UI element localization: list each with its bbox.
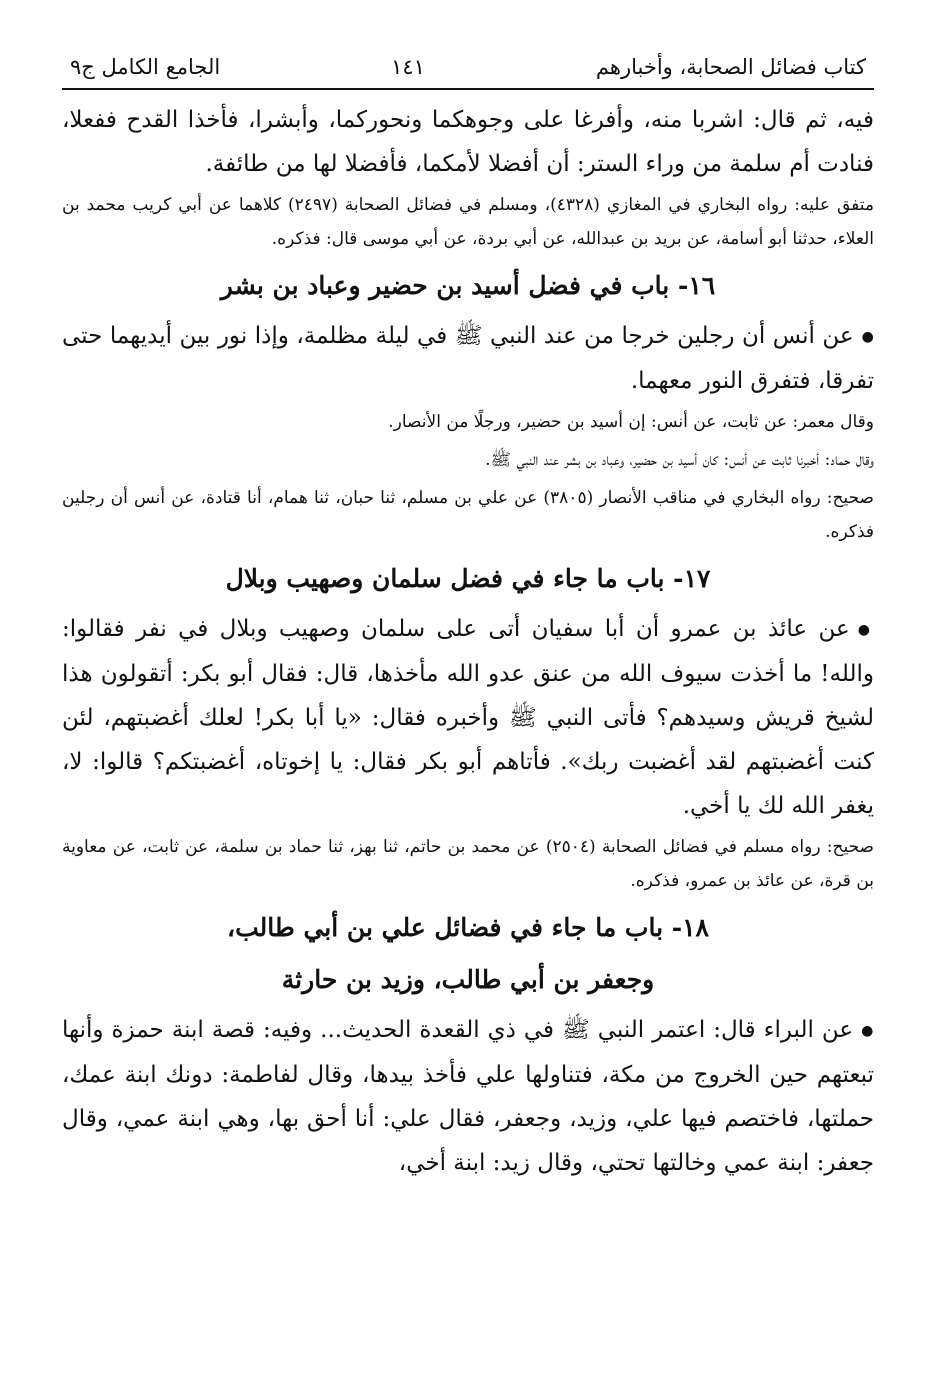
book-section-title: كتاب فضائل الصحابة، وأخبارهم [595,55,866,79]
volume-title: الجامع الكامل ج٩ [70,55,221,79]
page-number: ١٤١ [391,55,425,79]
page-body [62,98,874,1185]
hadith-source-note: صحيح: رواه البخاري في مناقب الأنصار (٣٨٠٥) عن علي بن مسلم، ثنا حبان، ثنا همام، أنا قتادة، عن أنس أن رجلين فذكره. [62,488,874,542]
hadith-text: فيه، ثم قال: اشربا منه، وأفرغا على وجوهكما ونحوركما، وأبشرا، فأخذا القدح ففعلا، فنادت أم سلمة من وراء الستر: أن أفضلا لأمكما، فأفضلا لها من طائفة. [62,107,874,177]
hadith-source-note: وقال حماد: أخبرنا ثابت عن أنس: كان أسيد بن حضير، وعباد بن بشر عند النبي ﷺ. [485,450,874,470]
hadith-source-note: وقال معمر: عن ثابت، عن أنس: إن أسيد بن حضير، ورجلًا من الأنصار. [388,412,874,432]
running-header [62,52,874,86]
header-rule [62,88,874,90]
chapter-heading: ١٦- باب في فضل أسيد بن حضير وعباد بن بشر [220,271,716,300]
chapter-heading: ١٧- باب ما جاء في فضل سلمان وصهيب وبلال [225,564,711,593]
hadith-source-note: متفق عليه: رواه البخاري في المغازي (٤٣٢٨)، ومسلم في فضائل الصحابة (٢٤٩٧) كلاهما عن أبي كريب محمد بن العلاء، حدثنا أبو أسامة، عن بريد بن عبدالله، عن أبي بردة، عن أبي موسى قال: فذكره. [62,195,874,249]
chapter-heading: ١٨- باب ما جاء في فضائل علي بن أبي طالب، [227,913,709,942]
hadith-text: ● عن أنس أن رجلين خرجا من عند النبي ﷺ في ليلة مظلمة، وإذا نور بين أيديهما حتى تفرقا، فتفرق النور معهما. [62,314,874,403]
hadith-text: ● عن عائذ بن عمرو أن أبا سفيان أتى على سلمان وصهيب وبلال في نفر فقالوا: والله! ما أخذت سيوف الله من عنق عدو الله مأخذها، قال: فقال أبو بكر: أتقولون هذا لشيخ قريش وسيدهم؟ فأتى النبي ﷺ وأخبره فقال: «يا أبا بكر! لعلك أغضبتهم، لئن كنت أغضبتهم لقد أغضبت ربك». فأتاهم أبو بكر فقال: يا إخوتاه، أغضبتكم؟ قالوا: لا، يغفر الله لك يا أخي. [62,607,874,828]
chapter-heading: وجعفر بن أبي طالب، وزيد بن حارثة [281,965,655,994]
hadith-text: ● عن البراء قال: اعتمر النبي ﷺ في ذي القعدة الحديث... وفيه: قصة ابنة حمزة وأنها تبعتهم حين الخروج من مكة، فتناولها علي فأخذ بيدها، وقال لفاطمة: دونك ابنة عمك، حملتها، فاختصم فيها علي، وزيد، وجعفر، فقال علي: أنا أحق بها، وهي ابنة عمي، وقال جعفر: ابنة عمي وخالتها تحتي، وقال زيد: ابنة أخي، [62,1008,874,1185]
hadith-source-note: صحيح: رواه مسلم في فضائل الصحابة (٢٥٠٤) عن محمد بن حاتم، ثنا بهز، ثنا حماد بن سلمة، عن ثابت، عن معاوية بن قرة، عن عائذ بن عمرو، فذكره. [62,837,874,891]
